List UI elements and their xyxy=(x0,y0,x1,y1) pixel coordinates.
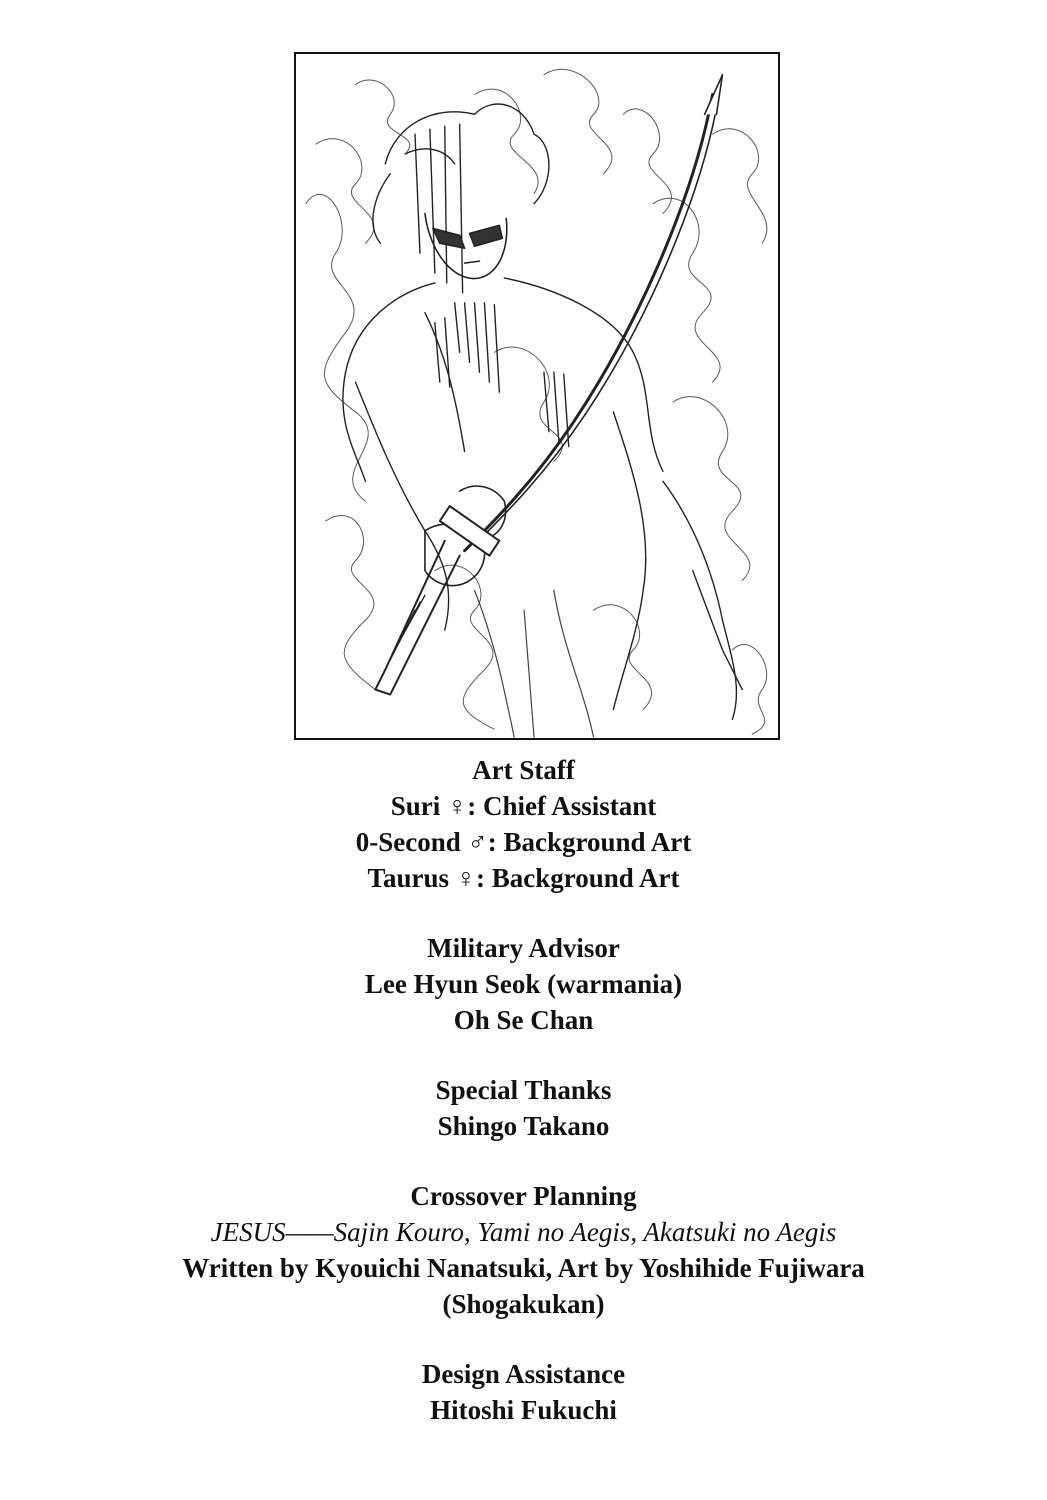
credits-block xyxy=(0,752,1047,1428)
section-spacer xyxy=(0,1322,1047,1356)
crossover-planning-line: (Shogakukan) xyxy=(442,1289,605,1319)
figure-hair xyxy=(373,104,549,293)
figure-face xyxy=(425,214,507,279)
swordsman-sketch-illustration xyxy=(296,54,778,738)
figure-body xyxy=(343,278,742,719)
special-thanks-section xyxy=(0,1072,1047,1144)
art-staff-section xyxy=(0,752,1047,896)
illustration-frame xyxy=(294,52,780,740)
art-staff-line: Taurus ♀: Background Art xyxy=(367,863,680,893)
section-spacer xyxy=(0,1038,1047,1072)
smoke-scribbles xyxy=(306,69,767,734)
design-assistance-heading: Design Assistance xyxy=(421,1359,626,1389)
military-advisor-line: Oh Se Chan xyxy=(453,1005,594,1035)
art-staff-line: Suri ♀: Chief Assistant xyxy=(390,791,657,821)
military-advisor-heading: Military Advisor xyxy=(427,933,620,963)
crossover-planning-section xyxy=(0,1178,1047,1322)
section-spacer xyxy=(0,896,1047,930)
art-staff-line: 0-Second ♂: Background Art xyxy=(355,827,692,857)
special-thanks-heading: Special Thanks xyxy=(435,1075,612,1105)
figure-lower-body xyxy=(475,590,594,737)
crossover-title-line: JESUS——Sajin Kouro, Yami no Aegis, Akatsuki no Aegis xyxy=(210,1217,837,1247)
section-spacer xyxy=(0,1144,1047,1178)
crossover-planning-line: Written by Kyouichi Nanatsuki, Art by Yoshihide Fujiwara xyxy=(182,1253,865,1283)
crossover-planning-heading: Crossover Planning xyxy=(410,1181,637,1211)
military-advisor-section xyxy=(0,930,1047,1038)
art-staff-heading: Art Staff xyxy=(472,755,575,785)
special-thanks-line: Shingo Takano xyxy=(437,1111,610,1141)
design-assistance-section xyxy=(0,1356,1047,1428)
military-advisor-line: Lee Hyun Seok (warmania) xyxy=(364,969,683,999)
design-assistance-line: Hitoshi Fukuchi xyxy=(430,1395,617,1425)
